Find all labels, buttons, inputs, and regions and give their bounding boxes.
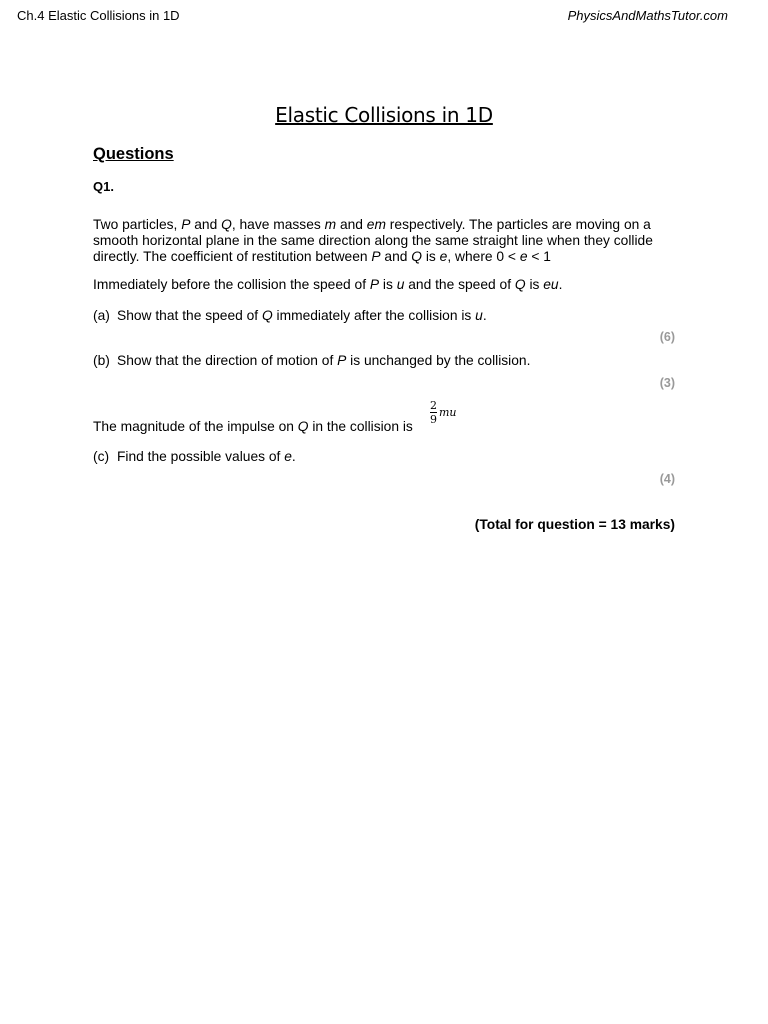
part-b-marks: (3)	[659, 376, 675, 390]
question-total-marks: (Total for question = 13 marks)	[474, 517, 675, 532]
fraction-denominator: 9	[430, 413, 437, 426]
impulse-fraction	[430, 400, 457, 425]
speeds-paragraph: Immediately before the collision the speed of P is u and the speed of Q is eu.	[93, 277, 563, 292]
question-intro-paragraph: Two particles, P and Q, have masses m and em respectively. The particles are moving on a smooth horizontal plane in the same direction along the same straight line when they collide directly. The coefficient of restitution between P and Q is e, where 0 < e < 1	[93, 217, 653, 264]
question-number: Q1.	[93, 179, 114, 194]
impulse-statement: The magnitude of the impulse on Q in the collision is	[93, 419, 413, 434]
question-part-b: (b) Show that the direction of motion of P is unchanged by the collision.	[93, 353, 531, 368]
part-c-marks: (4)	[659, 472, 675, 486]
part-c-label: (c)	[93, 449, 110, 464]
document-title: Elastic Collisions in 1D	[275, 103, 493, 127]
running-header-chapter: Ch.4 Elastic Collisions in 1D	[17, 8, 180, 23]
question-part-c: (c) Find the possible values of e.	[93, 449, 296, 464]
section-heading: Questions	[93, 145, 174, 163]
fraction-variable: mu	[439, 406, 457, 419]
fraction-numerator: 2	[430, 399, 437, 412]
part-a-label: (a)	[93, 308, 110, 323]
running-header-source: PhysicsAndMathsTutor.com	[567, 8, 728, 23]
part-b-label: (b)	[93, 353, 110, 368]
question-part-a: (a) Show that the speed of Q immediately after the collision is u.	[93, 308, 487, 323]
part-a-marks: (6)	[659, 330, 675, 344]
